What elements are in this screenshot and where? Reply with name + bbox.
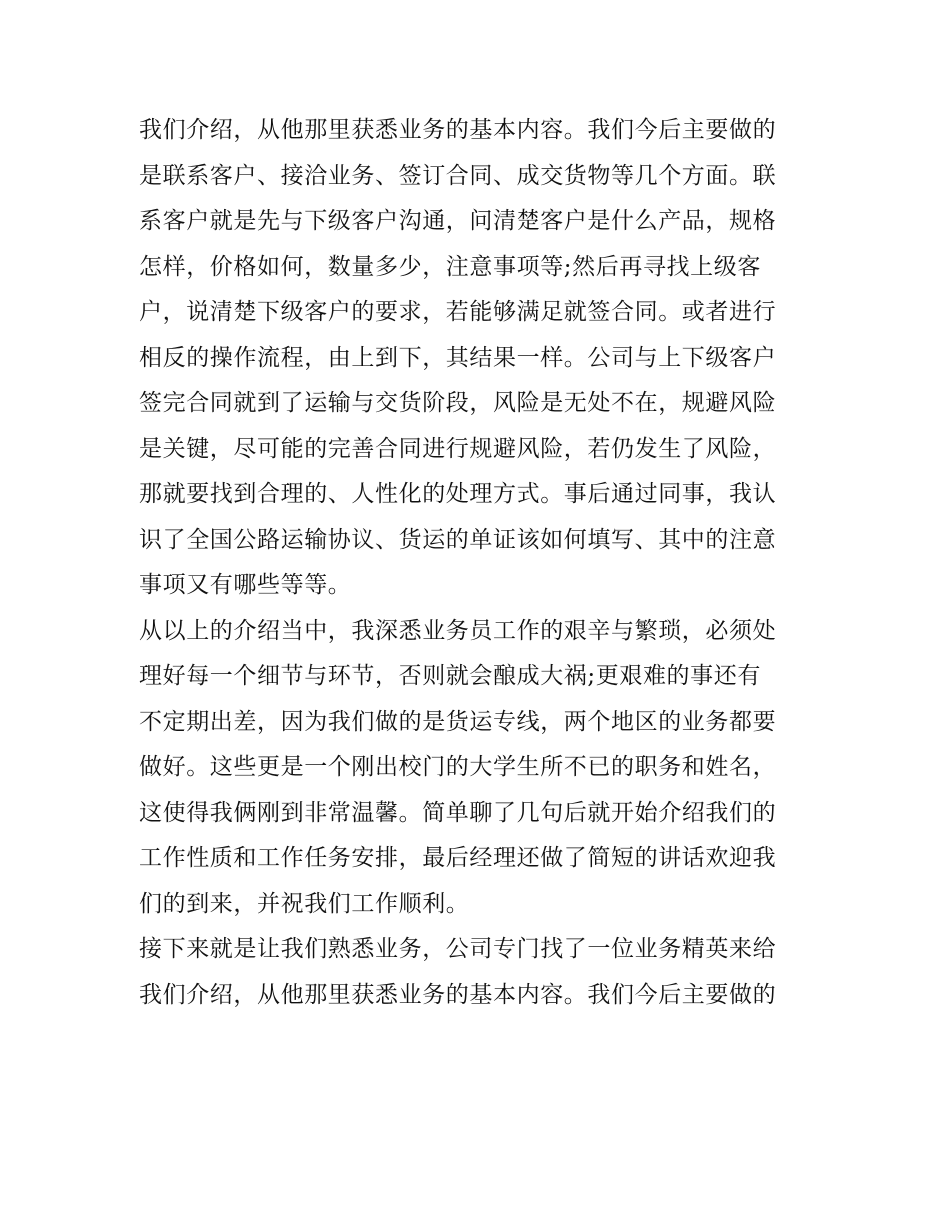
- text-line: 是联系客户、接洽业务、签订合同、成交货物等几个方面。联: [139, 162, 777, 189]
- text-line: 做好。这些更是一个刚出校门的大学生所不已的职务和姓名，: [139, 754, 777, 780]
- text-line: 不定期出差，因为我们做的是货运专线，两个地区的业务都要: [139, 708, 777, 735]
- text-line: 识了全国公路运输协议、货运的单证该如何填写、其中的注意: [139, 526, 777, 553]
- text-line: 系客户就是先与下级客户沟通，问清楚客户是什么产品，规格: [139, 208, 777, 234]
- text-line: 接下来就是让我们熟悉业务，公司专门找了一位业务精英来给: [139, 936, 777, 962]
- text-line: 签完合同就到了运输与交货阶段，风险是无处不在，规避风险: [139, 390, 777, 416]
- text-line: 户，说清楚下级客户的要求，若能够满足就签合同。或者进行: [139, 299, 777, 325]
- text-line: 理好每一个细节与环节，否则就会酿成大祸;更艰难的事还有: [139, 663, 761, 689]
- text-line: 相反的操作流程，由上到下，其结果一样。公司与上下级客户: [139, 344, 777, 371]
- text-line: 是关键，尽可能的完善合同进行规避风险，若仍发生了风险，: [139, 435, 777, 462]
- text-line: 我们介绍，从他那里获悉业务的基本内容。我们今后主要做的: [139, 981, 777, 1008]
- text-line: 事项又有哪些等等。: [139, 572, 352, 598]
- text-line: 工作性质和工作任务安排，最后经理还做了简短的讲话欢迎我: [139, 845, 777, 871]
- text-line: 从以上的介绍当中，我深悉业务员工作的艰辛与繁琐，必须处: [139, 617, 777, 644]
- text-line: 怎样，价格如何，数量多少，注意事项等;然后再寻找上级客: [139, 253, 761, 280]
- text-line: 那就要找到合理的、人性化的处理方式。事后通过同事，我认: [139, 481, 777, 507]
- text-line: 我们介绍，从他那里获悉业务的基本内容。我们今后主要做的: [139, 117, 777, 143]
- text-line: 们的到来，并祝我们工作顺利。: [139, 890, 470, 917]
- text-line: 这使得我俩刚到非常温馨。简单聊了几句后就开始介绍我们的: [139, 799, 777, 826]
- document-body: [139, 108, 819, 1018]
